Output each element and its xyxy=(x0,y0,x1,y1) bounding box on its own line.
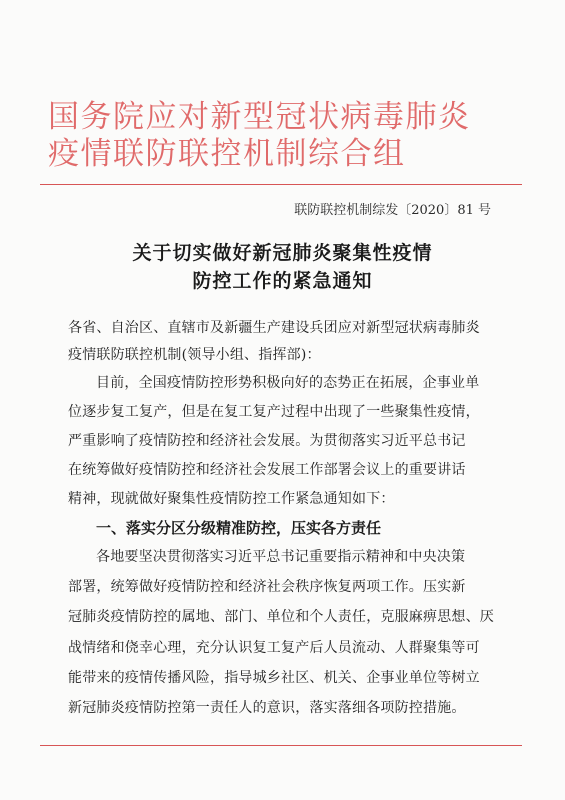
header-divider-line xyxy=(40,184,522,185)
document-number: 联防联控机制综发〔2020〕81 号 xyxy=(294,203,491,218)
section-heading: 一、落实分区分级精准防控，压实各方责任 xyxy=(96,519,382,537)
paragraph-line: 部署，统筹做好疫情防控和经济社会秩序恢复两项工作。压实新 xyxy=(68,579,466,595)
paragraph-line: 战情绪和侥幸心理，充分认识复工复产后人员流动、人群聚集等可 xyxy=(68,640,480,656)
paragraph-line: 新冠肺炎疫情防控第一责任人的意识，落实落细各项防控措施。 xyxy=(68,700,466,716)
paragraph-line: 各地要坚决贯彻落实习近平总书记重要指示精神和中央决策 xyxy=(96,549,466,565)
paragraph-line: 能带来的疫情传播风险，指导城乡社区、机关、企事业单位等树立 xyxy=(68,670,480,686)
header-title-line-2: 疫情联防联控机制综合组 xyxy=(48,136,406,172)
recipients-line: 疫情联防联控机制(领导小组、指挥部)： xyxy=(68,347,321,363)
paragraph-line: 冠肺炎疫情防控的属地、部门、单位和个人责任，克服麻痹思想、厌 xyxy=(68,609,494,625)
paragraph-line: 严重影响了疫情防控和经济社会发展。为贯彻落实习近平总书记 xyxy=(68,433,466,449)
recipients-line: 各省、自治区、直辖市及新疆生产建设兵团应对新型冠状病毒肺炎 xyxy=(68,320,480,336)
paragraph-line: 位逐步复工复产，但是在复工复产过程中出现了一些聚集性疫情， xyxy=(68,404,480,420)
paragraph-line: 目前，全国疫情防控形势积极向好的态势正在拓展，企事业单 xyxy=(96,375,480,391)
document-title-line-1: 关于切实做好新冠肺炎聚集性疫情 xyxy=(132,242,433,264)
paragraph-line: 在统筹做好疫情防控和经济社会发展工作部署会议上的重要讲话 xyxy=(68,462,466,478)
header-title-line-1: 国务院应对新型冠状病毒肺炎 xyxy=(48,99,471,135)
footer-divider-line xyxy=(40,745,522,746)
paragraph-line: 精神，现就做好聚集性疫情防控工作紧急通知如下： xyxy=(68,491,395,507)
document-title-line-2: 防控工作的紧急通知 xyxy=(192,270,373,292)
